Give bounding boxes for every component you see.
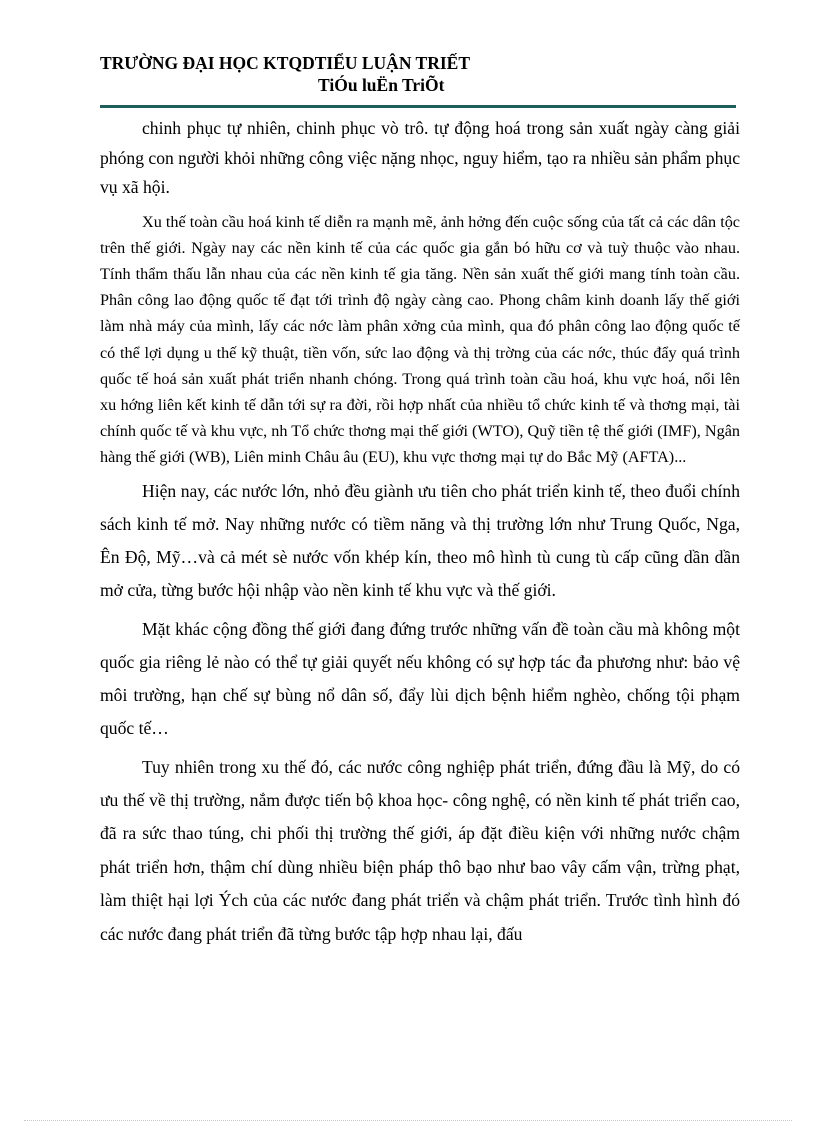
header-title: TRƯỜNG ĐẠI HỌC KTQDTIỂU LUẬN TRIẾT [100,53,470,73]
document-body [100,114,740,951]
paragraph-3: Hiện nay, các nước lớn, nhỏ đều giành ưu tiên cho phát triển kinh tế, theo đuổi chính sách kinh tế mở. Nay những nước có tiềm năng và thị trường lớn như Trung Quốc, Nga, Ên Độ, Mỹ…và cả mét sè nước vốn khép kín, theo mô hình tù cung tù cấp cũng dần dần mở cửa, từng bước hội nhập vào nền kinh tế khu vực và thế giới. [100,480,740,600]
paragraph-1: chinh phục tự nhiên, chinh phục vò trô. tự động hoá trong sản xuất ngày càng giải phóng con người khỏi những công việc nặng nhọc, nguy hiểm, tạo ra nhiều sản phẩm phục vụ xã hội. [100,118,740,197]
page-bottom-divider [24,1120,792,1122]
page-header [100,52,730,96]
paragraph-2: Xu thế toàn cầu hoá kinh tế diễn ra mạnh mẽ, ảnh hởng đến cuộc sống của tất cả các dân tộc trên thế giới. Ngày nay các nền kinh tế của các quốc gia gắn bó hữu cơ và tuỳ thuộc vào nhau. Tính thẩm thấu lẫn nhau của các nền kinh tế gia tăng. Nền sản xuất thế giới mang tính toàn cầu. Phân công lao động quốc tế đạt tới trình độ ngày càng cao. Phong châm kinh doanh lấy thế giới làm nhà máy của mình, lấy các nớc làm phân xởng của mình, qua đó phân công lao động quốc tế có thể lợi dụng u thế kỹ thuật, tiền vốn, sức lao động và thị trờng của các nớc, thúc đẩy quá trình quốc tế hoá sản xuất phát triển nhanh chóng. Trong quá trình toàn cầu hoá, khu vực hoá, nổi lên xu hớng liên kết kinh tế dẫn tới sự ra đời, rồi hợp nhất của nhiều tổ chức kinh tế và thơng mại, tài chính quốc tế và khu vực, nh Tổ chức thơng mại thế giới (WTO), Quỹ tiền tệ thế giới (IMF), Ngân hàng thế giới (WB), Liên minh Châu âu (EU), khu vực thơng mại tự do Bắc Mỹ (AFTA)... [100,212,740,467]
paragraph-4: Mặt khác cộng đồng thế giới đang đứng trước những vấn đề toàn cầu mà không một quốc gia riêng lẻ nào có thể tự giải quyết nếu không có sự hợp tác đa phương như: bảo vệ môi trường, hạn chế sự bùng nổ dân số, đẩy lùi dịch bệnh hiểm nghèo, chống tội phạm quốc tế… [100,618,740,738]
paragraph-5: Tuy nhiên trong xu thế đó, các nước công nghiệp phát triển, đứng đầu là Mỹ, do có ưu thế về thị trường, nắm được tiến bộ khoa học- công nghệ, có nền kinh tế phát triển cao, đã ra sức thao túng, chi phối thị trường thế giới, áp đặt điều kiện với những nước chậm phát triển hơn, thậm chí dùng nhiều biện pháp thô bạo như bao vây cấm vận, trừng phạt, làm thiệt hại lợi Ých của các nước đang phát triển và chậm phát triển. Trước tình hình đó các nước đang phát triển đã từng bước tập hợp nhau lại, đấu [100,756,740,944]
header-subtitle: TiÓu luËn TriÕt [318,75,445,95]
header-divider [100,105,736,108]
